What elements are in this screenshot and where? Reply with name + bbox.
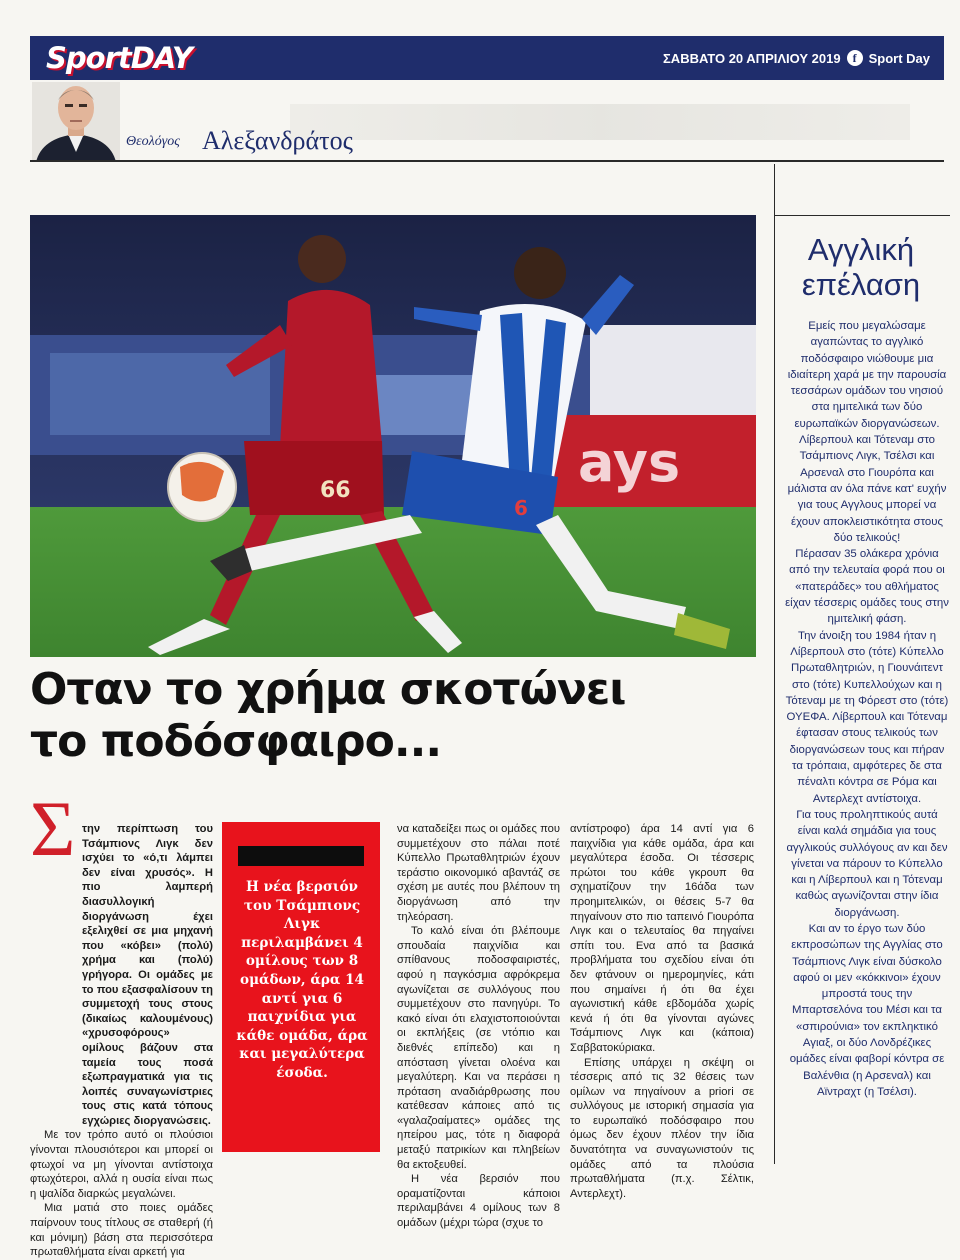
sidebar-title-line1: Αγγλική bbox=[807, 232, 915, 267]
author-avatar bbox=[32, 82, 120, 162]
sidebar-paragraph: Για τους προληπτικούς αυτά είναι καλά σημάδια για τους αγγλικούς συλλόγους αν και δεν γίνεται να πάρουν το Κύπελλο και η Λίβερπουλ και η Τότεναμ καθώς αγωνίζονται στην ίδια διοργάνωση. bbox=[786, 808, 948, 919]
football bbox=[168, 453, 236, 521]
sidebar-paragraph: Πέρασαν 35 ολάκερα χρόνια από την τελευταία φορά που οι «πατεράδες» του αθλήματος είχαν τέσσερις ομάδες τους στην ημιτελική φάση. bbox=[785, 548, 949, 626]
article-paragraph: Με τον τρόπο αυτό οι πλούσιοι γίνονται πλουσιότεροι και μπορεί οι φτωχοί να μη γίνονται αντίστοιχα φτωχότεροι, αλλά η ουσία είναι πως η ψαλίδα διαρκώς μεγαλώνει. bbox=[30, 1129, 213, 1200]
author-background-banner bbox=[290, 104, 910, 140]
sidebar-body bbox=[785, 318, 949, 1100]
article-headline bbox=[30, 664, 756, 768]
masthead-bar bbox=[30, 36, 944, 80]
article-paragraph: Επίσης υπάρχει η σκέψη οι τέσσερις από τις 32 θέσεις των ομίλων να πηγαίνουν a priori σε συλλόγους με ιστορική σημασία για το ευρωπαϊκό ποδόσφαιρο που όμως δεν έχουν πλέον την ίδια δυνατότητα να συναγωνιστούν τις ομάδες από τα πλούσια πρωταθλήματα (π.χ. Σέλτικ, Αντερλεχτ). bbox=[570, 1056, 754, 1200]
article-paragraph: να καταδείξει πως οι ομάδες που συμμετέχουν στο πάλαι ποτέ Κύπελλο Πρωταθλητριών έχουν τεράστιο οικονομικό αβαντάζ σε σχέση με αυτές που βλέπουν τη διοργάνωση από την τηλεόραση. bbox=[397, 823, 560, 923]
blue-shirt-number: 6 bbox=[514, 496, 528, 520]
sidebar-paragraph: Και αν το έργο των δύο εκπροσώπων της Αγγλίας στο Τσάμπιονς Λιγκ είναι δύσκολο αφού οι μεν «κόκκινοι» έχουν μπροστά τους την Μπαρτσελόνα του Μέσι και τα «σπιρούνια» τον εκπληκτικό Αγιαξ, οι δύο Λονδρέζικες ομάδες είναι φαβορί κόντρα σε Βαλένθια (η Αρσεναλ) και Αϊντραχτ (η Τσέλσι). bbox=[789, 922, 945, 1098]
sidebar-title bbox=[788, 232, 934, 302]
logo-sport-text: Sport bbox=[46, 41, 131, 75]
author-first-name: Θεολόγος bbox=[126, 134, 180, 149]
facebook-icon[interactable]: f bbox=[847, 50, 863, 66]
sidebar-divider-vertical bbox=[774, 164, 775, 1164]
author-strip bbox=[30, 82, 944, 162]
pull-quote-text: Η νέα βερσιόν του Τσάμπιονς Λιγκ περιλαμβάνει 4 ομίλους των 8 ομάδων, άρα 14 αντί για 6 παιχνίδια για κάθε ομάδα, άρα και μεγαλύτερα έσοδα. bbox=[236, 879, 368, 1081]
drop-cap: Σ bbox=[30, 785, 76, 872]
sidebar-paragraph: Την άνοιξη του 1984 ήταν η Λίβερπουλ στο (τότε) Κύπελλο Πρωταθλητριών, η Γιουνάιτεντ στο (τότε) Κυπελλούχων και η Τότεναμ με τη Φόρεστ στο (τότε) ΟΥΕΦΑ. Λίβερπουλ και Τότεναμ έφτασαν στους τελικούς των διοργανώσεων τους και πήραν τα τρόπαια, αμφότερες δε στα πέναλτι κόντρα σε Ρόμα και Αντερλεχτ αντίστοιχα. bbox=[785, 629, 949, 805]
article-column-3 bbox=[397, 822, 560, 1231]
social-name[interactable]: Sport Day bbox=[868, 50, 930, 66]
sidebar-paragraph: Εμείς που μεγαλώσαμε αγαπώντας το αγγλικό ποδόσφαιρο νιώθουμε μια ιδιαίτερη χαρά με την παρουσία τεσσάρων ομάδων του νησιού στα ημιτελικά των δύο ευρωπαϊκών διοργανώσεων. Λίβερπουλ και Τότεναμ στο Τσάμπιονς Λιγκ, Τσέλσι και Αρσεναλ στο Γιουρόπα και μάλιστα αν όλα πάνε κατ' ευχήν για τους Αγγλους μπορεί να έχουν αποκλειστικότητα στους δύο τελικούς! bbox=[787, 320, 947, 544]
pull-quote-box bbox=[222, 822, 380, 1152]
article-column-4 bbox=[570, 822, 754, 1201]
sportday-logo[interactable] bbox=[46, 41, 192, 75]
article-paragraph: αντίστροφο) άρα 14 αντί για 6 παιχνίδια για κάθε ομάδα, άρα και μεγαλύτερα έσοδα. Οι τέσσερις πρώτοι του κάθε γκρουπ θα σχηματίζουν την 16άδα των προημιτελικών, οι θέσεις 5-7 θα πηγαίνουν στο πιο ταπεινό Γιουρόπα Λιγκ και ο τελευταίος θα πηγαίνει σπίτι του. Ενα από τα βασικά προβλήματα του σχεδίου είναι ότι δεν φτάνουν οι ημερομηνίες, κάτι που σημαίνει ή ότι θα έχει αγωνιστική κάθε εβδομάδα χωρίς κενά ή ότι θα γίνονται αγώνες Τσάμπιονς Λιγκ και (κάποια) Σαββατοκύριακα. bbox=[570, 823, 754, 1054]
headline-line1: Οταν το χρήμα σκοτώνει bbox=[30, 664, 626, 715]
article-column-1 bbox=[30, 822, 213, 1260]
pull-quote-bar bbox=[238, 846, 364, 866]
logo-day-text: DAY bbox=[130, 41, 192, 75]
match-photo bbox=[30, 215, 756, 657]
article-paragraph: Η νέα βερσιόν που οραματίζονται κάποιοι περιλαμβάνει 4 ομίλους των 8 ομάδων (μέχρι τώρα (σχυε το bbox=[397, 1173, 560, 1230]
author-divider bbox=[30, 160, 944, 162]
author-last-name: Αλεξανδράτος bbox=[202, 126, 353, 155]
issue-date: ΣΑΒΒΑΤΟ 20 ΑΠΡΙΛΙΟΥ 2019 bbox=[663, 50, 841, 66]
red-shirt-number: 66 bbox=[320, 478, 351, 503]
svg-text:ays: ays bbox=[578, 431, 681, 494]
sidebar-title-line2: επέλαση bbox=[801, 267, 921, 302]
article-paragraph: Μια ματιά στο ποιες ομάδες παίρνουν τους τίτλους σε σταθερή (ή και μόνιμη) βάση στα περισσότερα πρωταθλήματα είναι αρκετή για bbox=[30, 1202, 213, 1259]
headline-line2: το ποδόσφαιρο... bbox=[30, 716, 442, 767]
article-paragraph: Το καλό είναι ότι βλέπουμε σπουδαία παιχνίδια και σπίθανους ποδοσφαιριστές, αφού η παγκόσμια αφρόκρεμα αγωνίζεται σε συλλόγους που συμμετέχουν στο πανηγύρι. Το κακό είναι ότι ελαχιστοποιούνται οι εκπλήξεις (σε ντόπιο και διεθνές επίπεδο) και η απόσταση γίνεται ολοένα και μεγαλύτερη. Και να περάσει η πρόταση αναδιάρθρωσης που κατέθεσαν κάποιες από τις «γαλαζοαίματες» ομάδες της ηπείρου μας, τότε η διαφορά μεταξύ πατρικίων και πληβείων θα εκτοξευθεί. bbox=[397, 925, 560, 1171]
sidebar-divider-horizontal bbox=[774, 215, 950, 216]
article-lead-paragraph: την περίπτωση του Τσάμπιονς Λιγκ δεν ισχύει το «ό,τι λάμπει δεν είναι χρυσός». Η πιο λαμπερή διασυλλογική διοργάνωση έχει εξελιχθεί σε μια μηχανή που «κόβει» (πολύ) χρήμα και (πολύ) γρήγορα. Οι ομάδες με το που εξασφαλίσουν τη συμμετοχή τους στους (δικαίως καλουμένους) «χρυσοφόρους» ομίλους βάζουν στα ταμεία τους ποσά εξωπραγματικά για τις λοιπές συναγωνίστριες τους στις κατά τόπους εγχώριες διοργανώσεις. bbox=[82, 823, 213, 1127]
header-info bbox=[663, 36, 930, 80]
